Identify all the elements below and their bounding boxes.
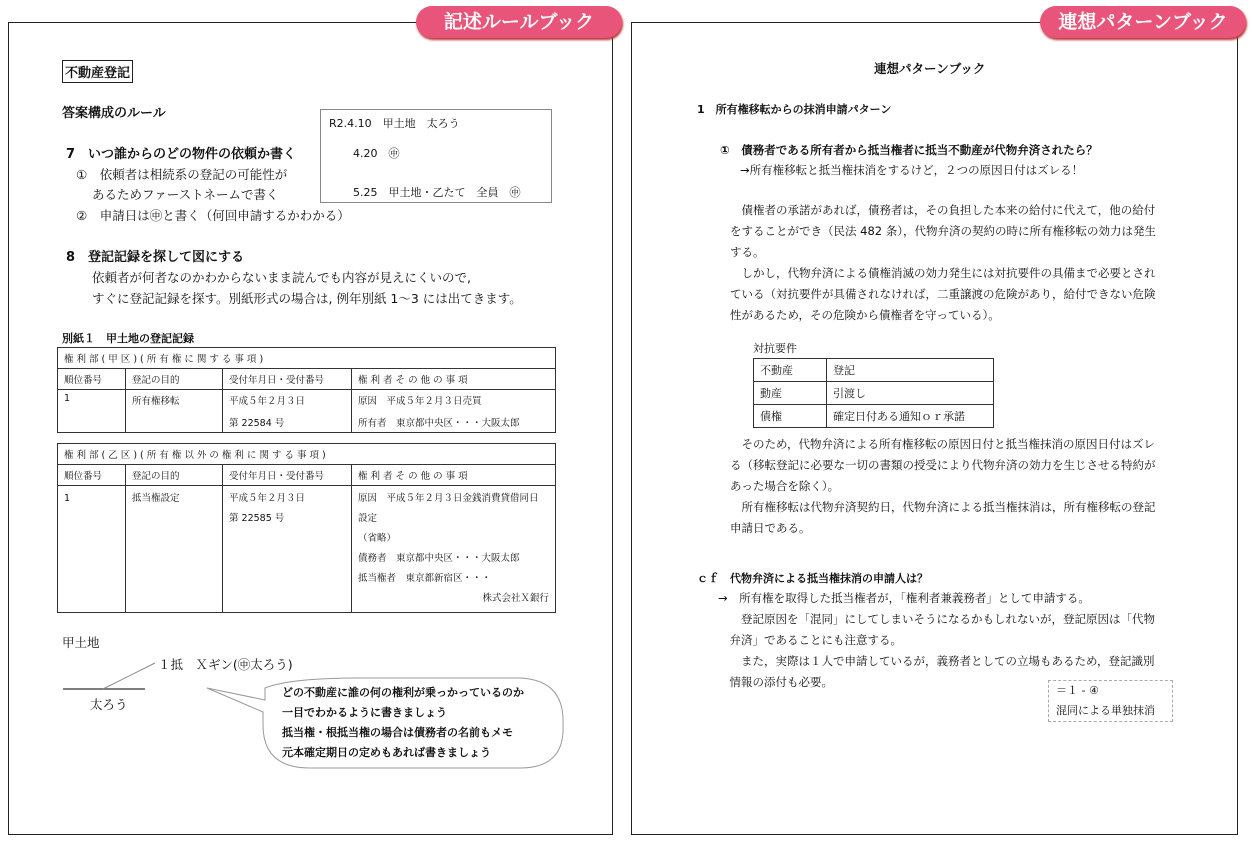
page-title: 連想パターンブック — [874, 61, 986, 76]
cell: 動産 — [754, 382, 827, 405]
cross-reference-note — [1048, 680, 1173, 722]
cell: 抵当権設定 — [126, 486, 223, 613]
text-line: → 所有権を取得した抵当権者が，「権利者兼義務者」として申請する。 — [718, 591, 1090, 605]
bubble-line: 元本確定期日の定めもあれば書きましょう — [282, 746, 491, 759]
cell: 1 — [58, 390, 126, 433]
section-heading: 1 所有権移転からの抹消申請パターン — [697, 103, 892, 116]
rule-7-item: あるためファーストネームで書く — [92, 187, 279, 202]
table-title: 権 利 部 ( 甲 区 ) ( 所 有 権 に 関 す る 事 項 ) — [58, 348, 556, 369]
cell: 所有権移転 — [126, 390, 223, 433]
cell: 1 — [58, 486, 126, 613]
rule-7-heading: 7 いつ誰からのどの物件の依頼か書く — [66, 147, 297, 162]
bubble-line: 一目でわかるように書きましょう — [282, 706, 447, 719]
note-line: 混同による単独抹消 — [1056, 704, 1155, 717]
bubble-text — [282, 683, 524, 763]
table-header: 登記の目的 — [126, 369, 223, 390]
text-line: そのため，代物弁済による所有権移転の原因日付と抵当権抹消の原因日付はズレ — [730, 437, 1156, 451]
cell-line: 第 22584 号 — [229, 418, 285, 429]
table-row — [754, 359, 994, 382]
text-line: しかし，代物弁済による債権消滅の効力発生には対抗要件の具備まで必要とされ — [730, 266, 1156, 280]
paragraph — [730, 434, 1156, 539]
text-line: する。 — [730, 245, 765, 259]
table-title: 権 利 部 ( 乙 区 ) ( 所 有 権 以 外 の 権 利 に 関 す る 事 項 ) — [58, 444, 556, 465]
text-line: る（移転登記に必要な一切の書類の授受により代物弁済の効力を生じさせる特約が — [730, 458, 1156, 472]
tab-pattern-book[interactable]: 連想パターンブック — [1040, 6, 1246, 38]
text-line: 性があるため，その危険から債権者を守っている）。 — [730, 308, 1000, 322]
perfection-requirements-table — [753, 358, 994, 428]
text-line: をすることができ（民法 482 条），代物弁済の契約の時に所有権移転の効力は発生 — [730, 224, 1157, 238]
tab-rule-book[interactable]: 記述ルールブック — [416, 6, 622, 38]
table-header: 権 利 者 そ の 他 の 事 項 — [352, 465, 556, 486]
cell: 引渡し — [827, 382, 994, 405]
bubble-line: 抵当権・根抵当権の場合は債務者の名前もメモ — [282, 726, 513, 739]
text-line: あった場合を除く）。 — [730, 479, 840, 493]
cell-line: 所有者 東京都中央区・・・大阪太郎 — [358, 418, 520, 429]
diagram-owner: 太ろう — [90, 697, 128, 712]
cell-line: （省略） — [358, 533, 397, 544]
text-line: 弁済」であることにも注意する。 — [718, 633, 902, 647]
cell: 登記 — [827, 359, 994, 382]
text-line: 登記原因を「混同」にしてしまいそうになるかもしれないが，登記原因は「代物 — [718, 612, 1155, 626]
cell-line: 設定 — [358, 513, 378, 524]
rule-8-heading: 8 登記記録を探して図にする — [66, 250, 245, 265]
question-1: ① 債務者である所有者から抵当権者に抵当不動産が代物弁済されたら？ — [720, 143, 1098, 157]
cell: 不動産 — [754, 359, 827, 382]
table-header: 受付年月日・受付番号 — [223, 465, 352, 486]
section-heading: 答案構成のルール — [62, 106, 166, 121]
text-line: 所有権移転は代物弁済契約日，代物弁済による抵当権抹消は，所有権移転の登記 — [730, 500, 1156, 514]
table-row — [754, 382, 994, 405]
diagram-right: １抵 Ｘギン(㊥太ろう) — [158, 657, 293, 672]
cell: 確定日付ある通知ｏｒ承諾 — [827, 405, 994, 428]
table-header: 登記の目的 — [126, 465, 223, 486]
rule-7-item: ② 申請日は㊥と書く（何回申請するかわかる） — [76, 208, 350, 223]
text-line: 情報の添付も必要。 — [718, 675, 833, 689]
paragraph — [718, 588, 1155, 693]
table-header: 受付年月日・受付番号 — [223, 369, 352, 390]
table-header: 順位番号 — [58, 465, 126, 486]
cell: 債権 — [754, 405, 827, 428]
paragraph — [730, 200, 1156, 326]
cell-line: 原因 平成５年２月３日金銭消費貸借同日 — [358, 493, 539, 504]
text-line: ている（対抗要件が具備されなければ，二重譲渡の危険があり，給付できない危険 — [730, 287, 1156, 301]
rule-8-text: すぐに登記記録を探す。別紙形式の場合は, 例年別紙 1〜3 には出てきます。 — [92, 291, 522, 306]
text-line: 債権者の承諾があれば，債務者は，その負担した本来の給付に代えて，他の給付 — [730, 203, 1156, 217]
text-line: また，実際は１人で申請しているが，義務者としての立場もあるため，登記識別 — [718, 654, 1155, 668]
table-title: 対抗要件 — [753, 342, 797, 355]
memo-line: 4.20 ㊥ — [353, 147, 400, 160]
note-line: ＝１ - ④ — [1056, 684, 1099, 697]
memo-line: 5.25 甲土地・乙たて 全員 ㊥ — [353, 186, 521, 199]
cf-heading: ｃｆ 代物弁済による抵当権抹消の申請人は？ — [697, 572, 928, 585]
page-title: 不動産登記 — [62, 60, 133, 83]
cell-line: 抵当権者 東京都新宿区・・・ — [358, 573, 492, 584]
table-header: 順位番号 — [58, 369, 126, 390]
cell-line: 債務者 東京都中央区・・・大阪太郎 — [358, 553, 520, 564]
cell-line: 原因 平成５年２月３日売買 — [358, 396, 482, 407]
answer-1: →所有権移転と抵当権抹消をするけど，２つの原因日付はズレる！ — [740, 163, 1084, 177]
diagram-land: 甲土地 — [62, 635, 100, 650]
memo-line: R2.4.10 甲土地 太ろう — [329, 117, 460, 130]
cell-line: 平成５年２月３日 — [229, 493, 306, 504]
text-line: 申請日である。 — [730, 521, 811, 535]
table-row — [754, 405, 994, 428]
cell-line: 平成５年２月３日 — [229, 396, 306, 407]
diagram-lines — [0, 0, 620, 800]
attachment-title: 別紙１ 甲土地の登記記録 — [62, 332, 194, 345]
rule-8-text: 依頼者が何者なのかわからないまま読んでも内容が見えにくいので, — [92, 270, 471, 285]
table-header: 権 利 者 そ の 他 の 事 項 — [352, 369, 556, 390]
cell-line: 第 22585 号 — [229, 513, 285, 524]
rule-7-item: ① 依頼者は相続系の登記の可能性が — [76, 167, 288, 182]
bubble-line: どの不動産に誰の何の権利が乗っかっているのか — [282, 686, 524, 699]
cell-line: 株式会社Ｘ銀行 — [482, 593, 549, 604]
